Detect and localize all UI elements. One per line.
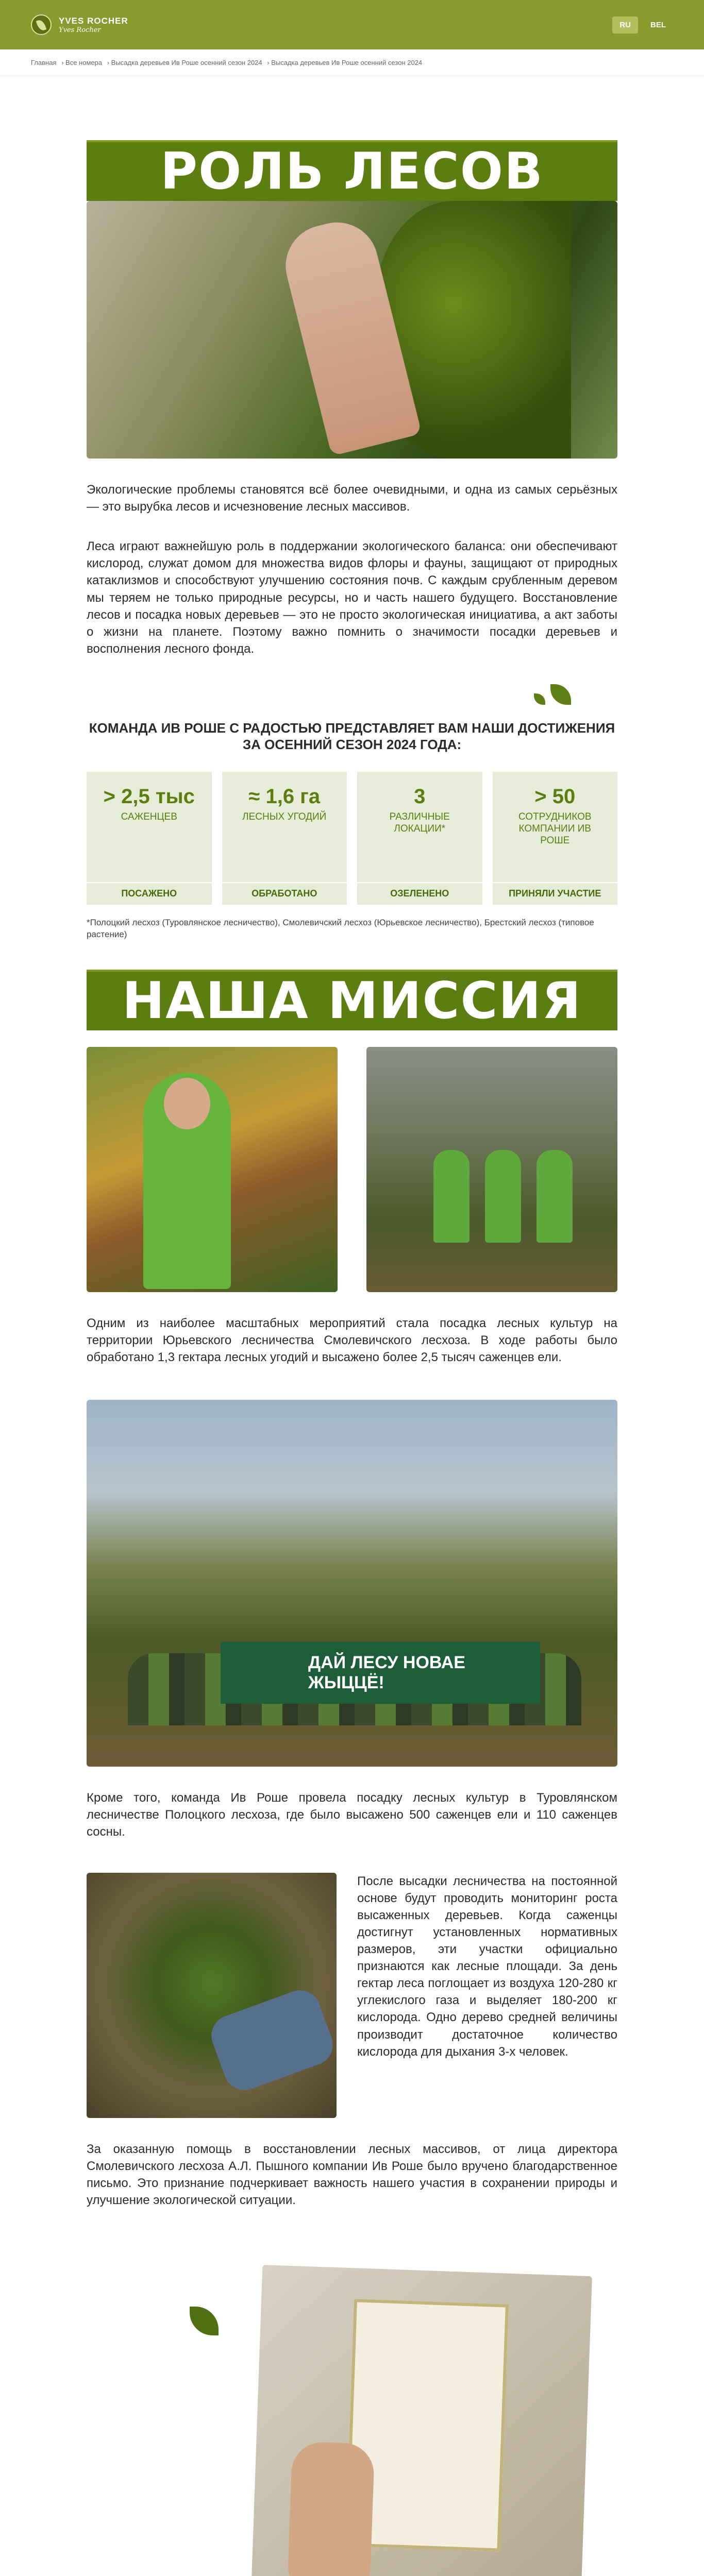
stat-label: СОТРУДНИКОВ КОМПАНИИ ИВ РОШЕ	[518, 811, 592, 846]
section-title-banner	[87, 140, 617, 201]
forest-role-paragraph: Леса играют важнейшую роль в поддержании экологического баланса: они обеспечивают кислород, служат домом для множества видов флоры и фауны, защищают от природных катаклизмов и способствуют улучшению состояния почв. С каждым срубленным деревом мы теряем не только природные ресурсы, но и часть нашего будущего. Восстановление лесов и посадка новых деревьев — это не просто экологическая инициатива, а акт заботы о жизни на планете. Поэтому важно помнить о значимости посадки деревьев и восполнения лесного фонда.	[87, 539, 617, 656]
stat-footer: ОЗЕЛЕНЕНО	[357, 882, 482, 905]
certificate-photo	[251, 2265, 592, 2576]
stat-card	[87, 772, 212, 905]
breadcrumb-issues[interactable]: Все номера	[65, 59, 103, 66]
stat-value: > 50	[534, 785, 576, 808]
breadcrumb-current: Высадка деревьев Ив Роше осенний сезон 2024	[271, 59, 423, 66]
certificate-section	[87, 2270, 617, 2576]
leaf-icon	[550, 684, 571, 705]
stat-value: 3	[414, 785, 426, 808]
lang-ru-button[interactable]: RU	[612, 16, 638, 33]
seedling-photo	[87, 1873, 337, 2118]
mission-paragraph-4: За оказанную помощь в восстановлении лесных массивов, от лица директора Смолевичского лесхоза А.Л. Пышного компании Ив Роше было вручено благодарственное письмо. Это признание подчеркивает важность нашего участия в сохранении природы и улучшение экологической ситуации.	[87, 2142, 617, 2207]
language-switcher	[612, 16, 673, 33]
brand-subtitle: Yves Rocher	[59, 26, 101, 34]
leaf-icon	[534, 693, 545, 705]
stat-card	[493, 772, 618, 905]
achievements-title: КОМАНДА ИВ РОШЕ С РАДОСТЬЮ ПРЕДСТАВЛЯЕТ ВАМ НАШИ ДОСТИЖЕНИЯ ЗА ОСЕННИЙ СЕЗОН 2024 ГОДА:	[89, 720, 615, 753]
hero-photo	[87, 201, 617, 459]
leaf-icon	[190, 2307, 219, 2335]
breadcrumb-issue[interactable]: Высадка деревьев Ив Роше осенний сезон 2024	[111, 59, 262, 66]
section-title: РОЛЬ ЛЕСОВ	[160, 142, 544, 201]
mission-paragraph-1: Одним из наиболее масштабных мероприятий стала посадка лесных культур на территории Юрьевского лесничества Смолевичского лесхоза. В ходе работы было обработано 1,3 гектара лесных угодий и высажено более 2,5 тысяч саженцев ели.	[87, 1316, 617, 1365]
group-photo	[87, 1400, 617, 1767]
lang-by-button[interactable]: BEL	[650, 20, 666, 29]
top-bar	[0, 0, 704, 49]
stat-value: ≈ 1,6 га	[248, 785, 321, 808]
stat-card	[357, 772, 482, 905]
mission-paragraph-3: После высадки лесничества на постоянной основе будут проводить мониторинг роста высаженных деревьев. Когда саженцы достигнут установленных нормативных размеров, эти участки официально признаются как лесные площади. За день гектар леса поглощает из воздуха 120-280 кг углекислого газа и выделяет 180-200 кг кислорода. Одно дерево средней величины производит достаточное количество кислорода для дыхания 3-х человек.	[357, 1874, 617, 2059]
stat-footer: ОБРАБОТАНО	[222, 882, 347, 905]
stat-label: РАЗЛИЧНЫЕ ЛОКАЦИИ*	[389, 811, 450, 834]
stat-label: ЛЕСНЫХ УГОДИЙ	[242, 811, 327, 822]
stat-footer: ПРИНЯЛИ УЧАСТИЕ	[493, 882, 618, 905]
leaf-logo-icon	[31, 14, 52, 35]
volunteer-photo	[87, 1047, 338, 1292]
brand-title: YVES ROCHER	[59, 15, 128, 26]
mission-paragraph-2: Кроме того, команда Ив Роше провела посадку лесных культур в Туровлянском лесничестве Полоцкого лесхоза, где было высажено 500 саженцев ели и 110 саженцев сосны.	[87, 1791, 617, 1839]
stats-footnote: *Полоцкий лесхоз (Туровлянское лесничество), Смолевичский лесхоз (Юрьевское лесничество), Брестский лесхоз (типовое растение)	[87, 917, 594, 939]
stat-footer: ПОСАЖЕНО	[87, 882, 212, 905]
stat-value: > 2,5 тыс	[103, 785, 195, 808]
mission-title-banner	[87, 970, 617, 1030]
intro-paragraph: Экологические проблемы становятся всё более очевидными, и одна из самых серьёзных — это вырубка лесов и исчезновение лесных массивов.	[87, 483, 617, 514]
group-banner-text: ДАЙ ЛЕСУ НОВАЕ ЖЫЦЦЁ!	[221, 1642, 540, 1704]
team-photo	[366, 1047, 617, 1292]
leaves-decoration	[87, 684, 617, 707]
photo-pair	[87, 1047, 617, 1292]
mission-title: НАША МИССИЯ	[122, 971, 582, 1030]
breadcrumb-home[interactable]: Главная	[31, 59, 57, 66]
seedling-section	[87, 1873, 617, 2118]
breadcrumb: Главная › Все номера › Высадка деревьев Ив Роше осенний сезон 2024 › Высадка деревьев Ив Роше осенний сезон 2024	[0, 49, 704, 76]
stat-card	[222, 772, 347, 905]
stat-label: САЖЕНЦЕВ	[121, 811, 177, 822]
brand-logo[interactable]	[31, 14, 128, 35]
stats-grid	[87, 772, 617, 905]
